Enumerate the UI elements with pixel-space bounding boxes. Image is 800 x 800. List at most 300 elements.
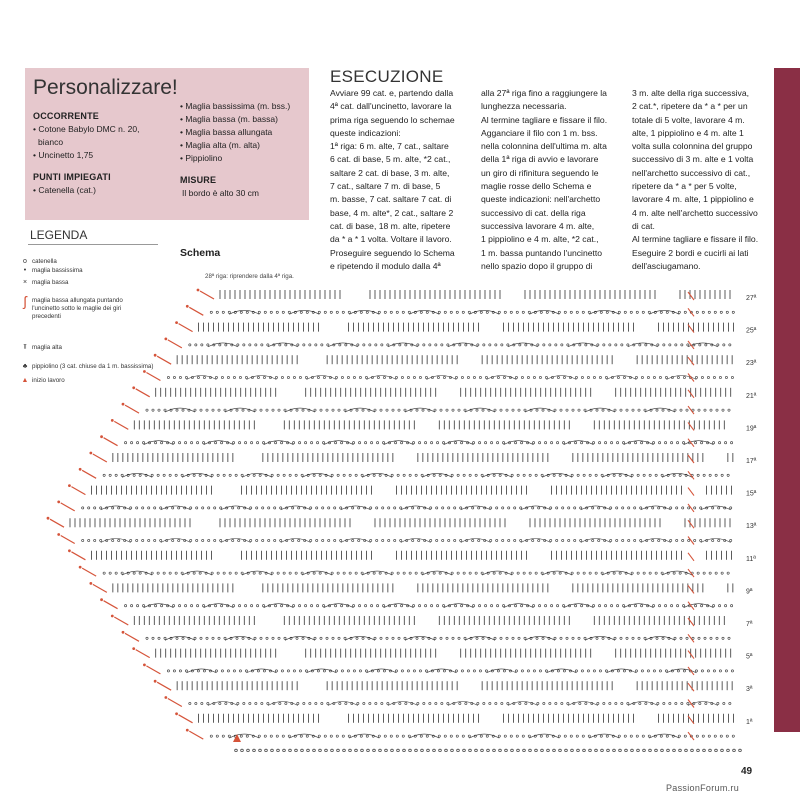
finish-mark (61, 503, 75, 511)
finish-mark (179, 324, 193, 332)
chain-mark (256, 507, 258, 509)
chain-mark (496, 539, 498, 541)
chain-mark (215, 376, 217, 378)
chain-mark (215, 670, 217, 672)
chain-mark (670, 539, 672, 541)
chain-mark (581, 670, 583, 672)
chain-mark (503, 670, 505, 672)
chain-mark (533, 376, 535, 378)
esecuzione-line: Proseguire seguendo lo Schema (330, 247, 455, 258)
chain-mark (683, 376, 685, 378)
chain-mark (172, 507, 174, 509)
chain-mark (595, 572, 597, 574)
foundation-chain (397, 749, 400, 752)
box-title: Personalizzare! (33, 76, 178, 99)
chain-mark (260, 409, 262, 411)
chain-mark (280, 442, 282, 444)
chain-mark (539, 670, 541, 672)
chain-mark (442, 442, 444, 444)
arch-mark (606, 669, 636, 673)
chain-mark (682, 442, 684, 444)
foundation-chain (667, 749, 670, 752)
chain-mark (383, 670, 385, 672)
chain-mark (694, 539, 696, 541)
chain-mark (397, 474, 399, 476)
chain-mark (643, 572, 645, 574)
chain-mark (317, 376, 319, 378)
chain-mark (287, 376, 289, 378)
chain-mark (124, 442, 126, 444)
chain-mark (475, 474, 477, 476)
chain-mark (388, 507, 390, 509)
chain-mark (423, 344, 425, 346)
chain-mark (352, 442, 354, 444)
chain-mark (175, 474, 177, 476)
chain-mark (267, 344, 269, 346)
chain-mark (374, 409, 376, 411)
chain-mark (726, 735, 728, 737)
chain-mark (610, 442, 612, 444)
esecuzione-line: 3 m. alte della riga successiva, (632, 88, 750, 98)
chain-mark (151, 474, 153, 476)
chain-mark (677, 670, 679, 672)
chain-mark (723, 702, 725, 704)
chain-mark (504, 311, 506, 313)
esecuzione-line: della 1ª riga di avvio e lavorare (481, 154, 599, 165)
foundation-chain (343, 749, 346, 752)
chain-mark (469, 474, 471, 476)
chain-mark (224, 637, 226, 639)
chain-mark (558, 311, 560, 313)
chain-mark (583, 572, 585, 574)
arch-mark (384, 604, 414, 608)
chain-mark (298, 442, 300, 444)
chain-mark (516, 311, 518, 313)
chain-mark (335, 670, 337, 672)
arch-mark (101, 506, 131, 510)
chain-mark (383, 376, 385, 378)
chain-mark (602, 409, 604, 411)
chain-mark (630, 311, 632, 313)
chain-mark (318, 311, 320, 313)
chain-mark (342, 735, 344, 737)
chain-mark (454, 539, 456, 541)
chain-mark (538, 539, 540, 541)
chain-mark (728, 637, 730, 639)
arch-mark (182, 473, 212, 477)
chain-mark (214, 442, 216, 444)
chain-mark (146, 409, 148, 411)
chain-mark (115, 572, 117, 574)
chain-mark (543, 702, 545, 704)
chain-mark (214, 507, 216, 509)
chain-mark (562, 605, 564, 607)
chain-mark (683, 670, 685, 672)
foundation-chain (463, 749, 466, 752)
finish-picot (143, 370, 146, 373)
chain-mark (373, 572, 375, 574)
chain-mark (532, 507, 534, 509)
arch-mark (641, 539, 671, 543)
chain-mark (207, 702, 209, 704)
chain-mark (235, 572, 237, 574)
foundation-chain (391, 749, 394, 752)
chain-mark (716, 409, 718, 411)
chain-mark (525, 344, 527, 346)
chain-mark (477, 344, 479, 346)
chain-mark (674, 409, 676, 411)
esecuzione-line: Agganciare il filo con 1 m. bss. (481, 127, 598, 138)
esecuzione-line: 1 m. bassa puntando l'uncinetto (481, 247, 603, 258)
chain-mark (501, 344, 503, 346)
foundation-chain (325, 749, 328, 752)
chain-mark (322, 442, 324, 444)
chain-mark (666, 311, 668, 313)
chain-mark (433, 474, 435, 476)
arch-mark (422, 473, 452, 477)
chain-mark (250, 605, 252, 607)
punti-item: • Catenella (cat.) (33, 185, 96, 195)
chain-mark (270, 735, 272, 737)
chain-mark (696, 311, 698, 313)
chain-mark (649, 572, 651, 574)
chain-mark (398, 409, 400, 411)
arch-mark (144, 441, 174, 445)
chain-mark (550, 507, 552, 509)
chain-mark (640, 605, 642, 607)
chain-mark (549, 344, 551, 346)
chain-mark (245, 670, 247, 672)
arch-mark (521, 506, 551, 510)
chain-mark (665, 670, 667, 672)
esecuzione-line: 6 cat. di base, 5 m. alte, *2 cat., (330, 154, 451, 165)
chain-mark (662, 637, 664, 639)
chain-mark (477, 702, 479, 704)
chain-mark (295, 474, 297, 476)
chain-mark (355, 474, 357, 476)
chain-mark (442, 605, 444, 607)
chain-mark (688, 507, 690, 509)
chain-mark (592, 442, 594, 444)
arch-mark (589, 310, 619, 314)
chain-mark (570, 735, 572, 737)
arch-mark (246, 376, 276, 380)
chain-mark (100, 539, 102, 541)
arch-mark (341, 506, 371, 510)
chain-mark (544, 442, 546, 444)
chain-mark (418, 605, 420, 607)
chain-mark (634, 507, 636, 509)
chain-mark (641, 670, 643, 672)
chain-mark (666, 735, 668, 737)
arch-mark (542, 473, 572, 477)
chain-mark (203, 670, 205, 672)
chain-mark (202, 507, 204, 509)
finish-picot (57, 501, 60, 504)
chain-mark (194, 409, 196, 411)
arch-mark (285, 636, 315, 640)
chain-mark (424, 442, 426, 444)
chain-mark (665, 376, 667, 378)
chain-mark (628, 539, 630, 541)
chain-mark (486, 311, 488, 313)
legenda-divider (28, 244, 158, 245)
chain-mark (652, 539, 654, 541)
chain-mark (296, 409, 298, 411)
chain-mark (264, 311, 266, 313)
chain-mark (296, 637, 298, 639)
chain-mark (374, 637, 376, 639)
chain-mark (202, 539, 204, 541)
chain-mark (139, 474, 141, 476)
arch-mark (508, 343, 538, 347)
chain-mark (700, 539, 702, 541)
chain-mark (465, 344, 467, 346)
chain-mark (172, 605, 174, 607)
esecuzione-line: Al termine tagliare e fissare il filo. (481, 114, 608, 125)
box-column-left (33, 110, 183, 197)
chain-mark (222, 735, 224, 737)
foundation-chain (655, 749, 658, 752)
foundation-chain (241, 749, 244, 752)
chain-mark (600, 311, 602, 313)
chain-mark (707, 670, 709, 672)
chain-mark (358, 507, 360, 509)
chain-mark (588, 735, 590, 737)
chain-mark (256, 442, 258, 444)
chain-mark (173, 376, 175, 378)
chain-mark (658, 442, 660, 444)
chain-mark (235, 474, 237, 476)
chain-mark (163, 572, 165, 574)
chain-mark (724, 605, 726, 607)
arch-mark (645, 408, 675, 412)
foundation-chain (385, 749, 388, 752)
chain-mark (454, 442, 456, 444)
chain-mark (397, 572, 399, 574)
chain-mark (133, 474, 135, 476)
chain-mark (275, 670, 277, 672)
arch-mark (349, 310, 379, 314)
chain-mark (696, 735, 698, 737)
chain-mark (118, 507, 120, 509)
chain-mark (676, 442, 678, 444)
chain-mark (585, 344, 587, 346)
chain-mark (158, 409, 160, 411)
chain-mark (610, 507, 612, 509)
row-label: 21ª (746, 392, 757, 400)
chain-mark (250, 539, 252, 541)
chain-mark (257, 670, 259, 672)
chain-mark (510, 735, 512, 737)
chain-mark (601, 572, 603, 574)
chain-mark (458, 409, 460, 411)
chain-mark (184, 442, 186, 444)
finish-mark (114, 617, 128, 625)
arch-mark (602, 473, 632, 477)
foundation-chain (715, 749, 718, 752)
chain-mark (103, 572, 105, 574)
chain-mark (694, 507, 696, 509)
arch-mark (564, 604, 594, 608)
chain-mark (211, 572, 213, 574)
arch-mark (649, 734, 679, 738)
chain-mark (274, 605, 276, 607)
chain-mark (343, 474, 345, 476)
chain-mark (239, 376, 241, 378)
foundation-chain (697, 749, 700, 752)
chain-mark (246, 735, 248, 737)
chain-mark (292, 442, 294, 444)
chain-mark (331, 572, 333, 574)
chain-mark (220, 442, 222, 444)
chain-mark (254, 409, 256, 411)
chain-mark (233, 376, 235, 378)
esecuzione-line: queste indicazioni: (330, 127, 401, 138)
chain-mark (724, 442, 726, 444)
chain-mark (255, 702, 257, 704)
chain-mark (295, 572, 297, 574)
foundation-chain (373, 749, 376, 752)
chain-mark (622, 539, 624, 541)
chain-mark (514, 605, 516, 607)
chain-mark (454, 605, 456, 607)
chain-mark (320, 409, 322, 411)
foundation-chain (247, 749, 250, 752)
chain-mark (382, 442, 384, 444)
arch-mark (362, 473, 392, 477)
chain-mark (193, 572, 195, 574)
chain-mark (669, 702, 671, 704)
arch-mark (568, 702, 598, 706)
stitch-item: • Maglia bassa (m. bassa) (180, 114, 278, 124)
chain-mark (500, 637, 502, 639)
arch-mark (281, 506, 311, 510)
chain-mark (289, 572, 291, 574)
arch-mark (508, 702, 538, 706)
chain-mark (250, 442, 252, 444)
finish-mark (93, 584, 107, 592)
chain-mark (362, 637, 364, 639)
chain-mark (395, 376, 397, 378)
chain-mark (717, 344, 719, 346)
chain-mark (430, 539, 432, 541)
chain-mark (726, 311, 728, 313)
chain-mark (339, 702, 341, 704)
chain-mark (321, 344, 323, 346)
chain-mark (523, 572, 525, 574)
chain-mark (429, 344, 431, 346)
chain-mark (345, 702, 347, 704)
chain-mark (522, 735, 524, 737)
arch-mark (289, 310, 319, 314)
chain-mark (202, 442, 204, 444)
chain-mark (366, 311, 368, 313)
foundation-chain (739, 749, 742, 752)
chain-mark (299, 670, 301, 672)
arch-mark (525, 408, 555, 412)
esecuzione-line: successivo di cat. della riga (481, 207, 586, 218)
chain-mark (676, 539, 678, 541)
finish-picot (175, 712, 178, 715)
chain-mark (443, 376, 445, 378)
finish-picot (79, 468, 82, 471)
chain-mark (490, 605, 492, 607)
chain-mark (658, 605, 660, 607)
chain-mark (514, 507, 516, 509)
chain-mark (176, 637, 178, 639)
chain-mark (554, 637, 556, 639)
chain-mark (133, 572, 135, 574)
foundation-chain (307, 749, 310, 752)
chain-mark (142, 539, 144, 541)
esecuzione-line: lunghezza necessaria. (481, 101, 567, 112)
chain-mark (455, 376, 457, 378)
chain-mark (721, 572, 723, 574)
chain-mark (522, 311, 524, 313)
chain-mark (619, 572, 621, 574)
arch-mark (122, 473, 152, 477)
chain-mark (436, 442, 438, 444)
finish-mark (688, 553, 694, 561)
foundation-chain (703, 749, 706, 752)
chain-mark (700, 442, 702, 444)
chain-mark (708, 311, 710, 313)
chain-mark (364, 442, 366, 444)
chain-mark (217, 572, 219, 574)
chain-mark (467, 670, 469, 672)
chain-mark (713, 670, 715, 672)
chain-mark (121, 572, 123, 574)
chain-mark (115, 474, 117, 476)
chain-mark (196, 507, 198, 509)
chain-mark (223, 474, 225, 476)
chain-mark (328, 539, 330, 541)
chain-mark (358, 605, 360, 607)
chain-mark (335, 376, 337, 378)
chain-mark (210, 311, 212, 313)
chain-mark (520, 442, 522, 444)
row-label: 27ª (746, 295, 757, 302)
chain-mark (130, 605, 132, 607)
chain-mark (480, 735, 482, 737)
chain-mark (715, 572, 717, 574)
arch-mark (684, 441, 714, 445)
chain-mark (272, 637, 274, 639)
chain-mark (301, 474, 303, 476)
chain-mark (232, 605, 234, 607)
chain-mark (673, 572, 675, 574)
chain-mark (289, 474, 291, 476)
chain-mark (249, 344, 251, 346)
chain-mark (682, 507, 684, 509)
chain-mark (679, 474, 681, 476)
arch-mark (388, 702, 418, 706)
chain-mark (631, 572, 633, 574)
chain-mark (677, 376, 679, 378)
arch-mark (482, 473, 512, 477)
chain-mark (376, 442, 378, 444)
foundation-chain (319, 749, 322, 752)
chain-mark (377, 670, 379, 672)
chain-mark (467, 376, 469, 378)
chain-mark (550, 539, 552, 541)
chain-mark (386, 409, 388, 411)
legend-item-pippiolino: ♣ pippiolino (3 cat. chiuse da 1 m. bassissima) (18, 363, 153, 371)
arch-mark (568, 343, 598, 347)
chain-mark (635, 376, 637, 378)
chain-mark (479, 670, 481, 672)
